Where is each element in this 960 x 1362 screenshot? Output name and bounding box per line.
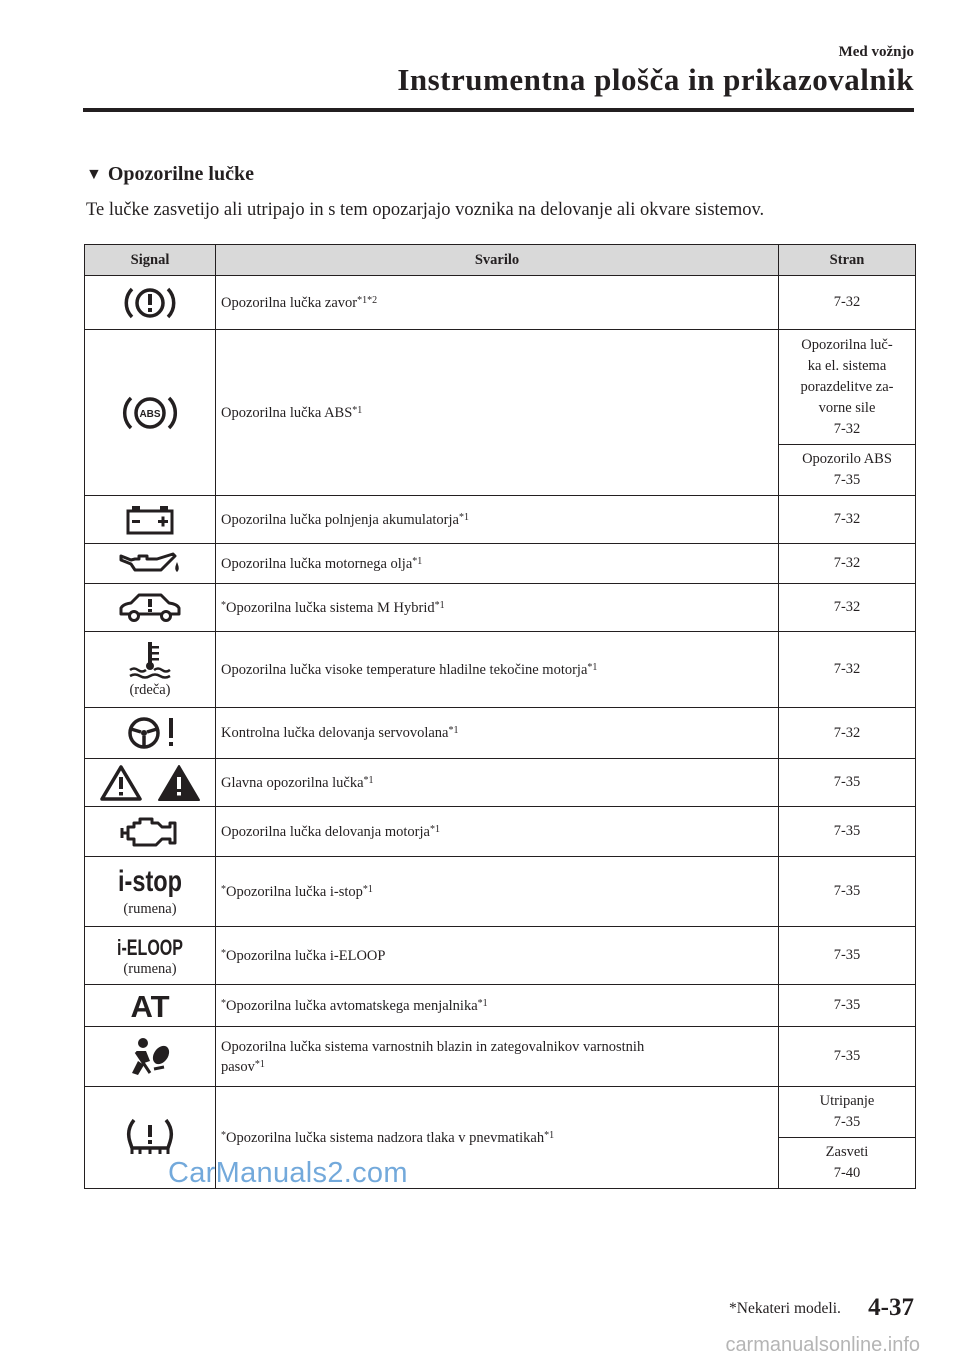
row-sup: *1 xyxy=(362,883,373,895)
header-rule xyxy=(83,108,914,112)
warning-lights-table xyxy=(84,244,916,1189)
row-sup: *1 xyxy=(352,404,363,416)
row-desc: Opozorilna lučka sistema nadzora tlaka v pnevmatikah xyxy=(226,1129,545,1146)
row-page-line: vorne sile xyxy=(818,399,876,416)
row-page: 7-35 xyxy=(779,1027,916,1087)
row-desc: Opozorilna lučka delovanja motorja xyxy=(221,823,430,840)
row-sup: *1 xyxy=(477,997,488,1009)
row-page-line: 7-40 xyxy=(833,1165,861,1181)
row-page-line: 7-35 xyxy=(833,472,861,488)
row-page: 7-35 xyxy=(779,807,916,857)
row-note: (rdeča) xyxy=(129,682,171,698)
table-row xyxy=(85,544,916,584)
row-desc: Opozorilna lučka sistema M Hybrid xyxy=(226,599,435,616)
battery-icon xyxy=(120,503,180,537)
footer-site-watermark: carmanualsonline.info xyxy=(725,1334,920,1356)
row-page-line: Opozorilna luč- xyxy=(801,336,893,353)
table-row xyxy=(85,584,916,632)
row-page-line: porazdelitve za- xyxy=(800,378,894,395)
row-desc: Opozorilna lučka i-ELOOP xyxy=(226,947,386,964)
table-row xyxy=(85,759,916,807)
table-header-row xyxy=(85,245,916,276)
row-sup: *1*2 xyxy=(357,294,378,306)
row-sup: *1 xyxy=(429,823,440,835)
table-row xyxy=(85,1027,916,1087)
table-row xyxy=(85,276,916,330)
row-page: 7-32 xyxy=(779,496,916,544)
row-page-line: Zasveti xyxy=(825,1144,869,1160)
row-desc: Opozorilna lučka avtomatskega menjalnika xyxy=(226,997,478,1014)
row-page-line: Utripanje xyxy=(819,1093,875,1109)
header-svarilo: Svarilo xyxy=(216,245,779,276)
section-title xyxy=(86,163,254,186)
watermark-logo: CarManuals2.com xyxy=(168,1157,408,1189)
header-section: Med vožnjo xyxy=(838,44,914,60)
row-note: (rumena) xyxy=(123,901,177,917)
row-page: 7-35 xyxy=(779,985,916,1027)
row-desc: pasov xyxy=(221,1058,255,1075)
row-sup: *1 xyxy=(363,774,374,786)
row-page: 7-35 xyxy=(779,927,916,985)
table-row xyxy=(85,496,916,544)
table-row xyxy=(85,1087,916,1138)
at-icon xyxy=(120,990,180,1022)
oil-can-icon xyxy=(117,550,183,578)
header-stran: Stran xyxy=(779,245,916,276)
steering-wheel-warning-icon xyxy=(118,714,182,752)
page-number: 4-37 xyxy=(868,1294,914,1321)
i-eloop-icon xyxy=(114,933,186,959)
table-row xyxy=(85,330,916,445)
brake-warning-icon xyxy=(120,283,180,323)
row-page-line: 7-32 xyxy=(833,420,861,437)
row-pre: * xyxy=(221,1129,226,1141)
engine-check-icon xyxy=(118,815,182,849)
master-warning-icon xyxy=(98,763,202,803)
i-stop-icon-text: i-stop xyxy=(118,865,182,898)
m-hybrid-car-icon xyxy=(115,590,185,626)
row-page: 7-32 xyxy=(779,632,916,708)
airbag-icon xyxy=(120,1035,180,1079)
row-desc: Opozorilna lučka sistema varnostnih blazin in zategovalnikov varnostnih xyxy=(221,1038,645,1055)
row-pre: * xyxy=(221,599,226,611)
page-title: Instrumentna plošča in prikazovalnik xyxy=(397,62,914,97)
row-desc: Opozorilna lučka motornega olja xyxy=(221,555,413,572)
row-page: 7-35 xyxy=(779,759,916,807)
svg-text:ABS: ABS xyxy=(139,408,161,420)
row-page: 7-32 xyxy=(779,708,916,759)
row-pre: * xyxy=(221,997,226,1009)
row-desc: Opozorilna lučka ABS xyxy=(221,404,353,421)
intro-text: Te lučke zasvetijo ali utripajo in s tem opozarjajo voznika na delovanje ali okvare sistemov. xyxy=(86,200,765,220)
row-page-line: 7-35 xyxy=(833,1114,861,1130)
row-sup: *1 xyxy=(458,511,469,523)
table-row xyxy=(85,708,916,759)
footnote: *Nekateri modeli. xyxy=(729,1300,841,1317)
row-sup: *1 xyxy=(434,599,445,611)
row-desc: Opozorilna lučka zavor xyxy=(221,294,358,311)
row-sup: *1 xyxy=(254,1058,265,1070)
tire-pressure-icon xyxy=(122,1116,178,1160)
table-row xyxy=(85,807,916,857)
row-page: 7-35 xyxy=(779,857,916,927)
row-page: 7-32 xyxy=(779,584,916,632)
header-signal: Signal xyxy=(85,245,216,276)
table-row xyxy=(85,632,916,708)
row-sup: *1 xyxy=(587,661,598,673)
row-page-line: ka el. sistema xyxy=(807,357,887,374)
row-sup: *1 xyxy=(412,555,423,567)
row-page: 7-32 xyxy=(779,544,916,584)
abs-warning-icon xyxy=(118,392,182,434)
table-row xyxy=(85,927,916,985)
row-desc: Opozorilna lučka polnjenja akumulatorja xyxy=(221,511,459,528)
at-icon-text: AT xyxy=(130,988,170,1024)
table-row xyxy=(85,857,916,927)
row-sup: *1 xyxy=(448,725,459,736)
row-desc: Kontrolna lučka delovanja servovolana xyxy=(221,725,449,741)
row-desc: Glavna opozorilna lučka xyxy=(221,774,364,791)
row-page-line: Opozorilo ABS xyxy=(802,451,892,467)
row-pre: * xyxy=(221,947,226,959)
i-stop-icon xyxy=(115,865,185,899)
row-page: 7-32 xyxy=(779,276,916,330)
row-pre: * xyxy=(221,883,226,895)
coolant-temp-icon xyxy=(125,640,175,680)
table-row xyxy=(85,985,916,1027)
section-title-text: Opozorilne lučke xyxy=(107,163,254,185)
row-note: (rumena) xyxy=(123,961,177,977)
triangle-down-icon: ▼ xyxy=(86,165,102,183)
i-eloop-icon-text: i-ELOOP xyxy=(117,935,183,960)
row-desc: Opozorilna lučka visoke temperature hladilne tekočine motorja xyxy=(221,661,588,678)
row-sup: *1 xyxy=(544,1129,555,1141)
row-desc: Opozorilna lučka i-stop xyxy=(226,883,363,900)
